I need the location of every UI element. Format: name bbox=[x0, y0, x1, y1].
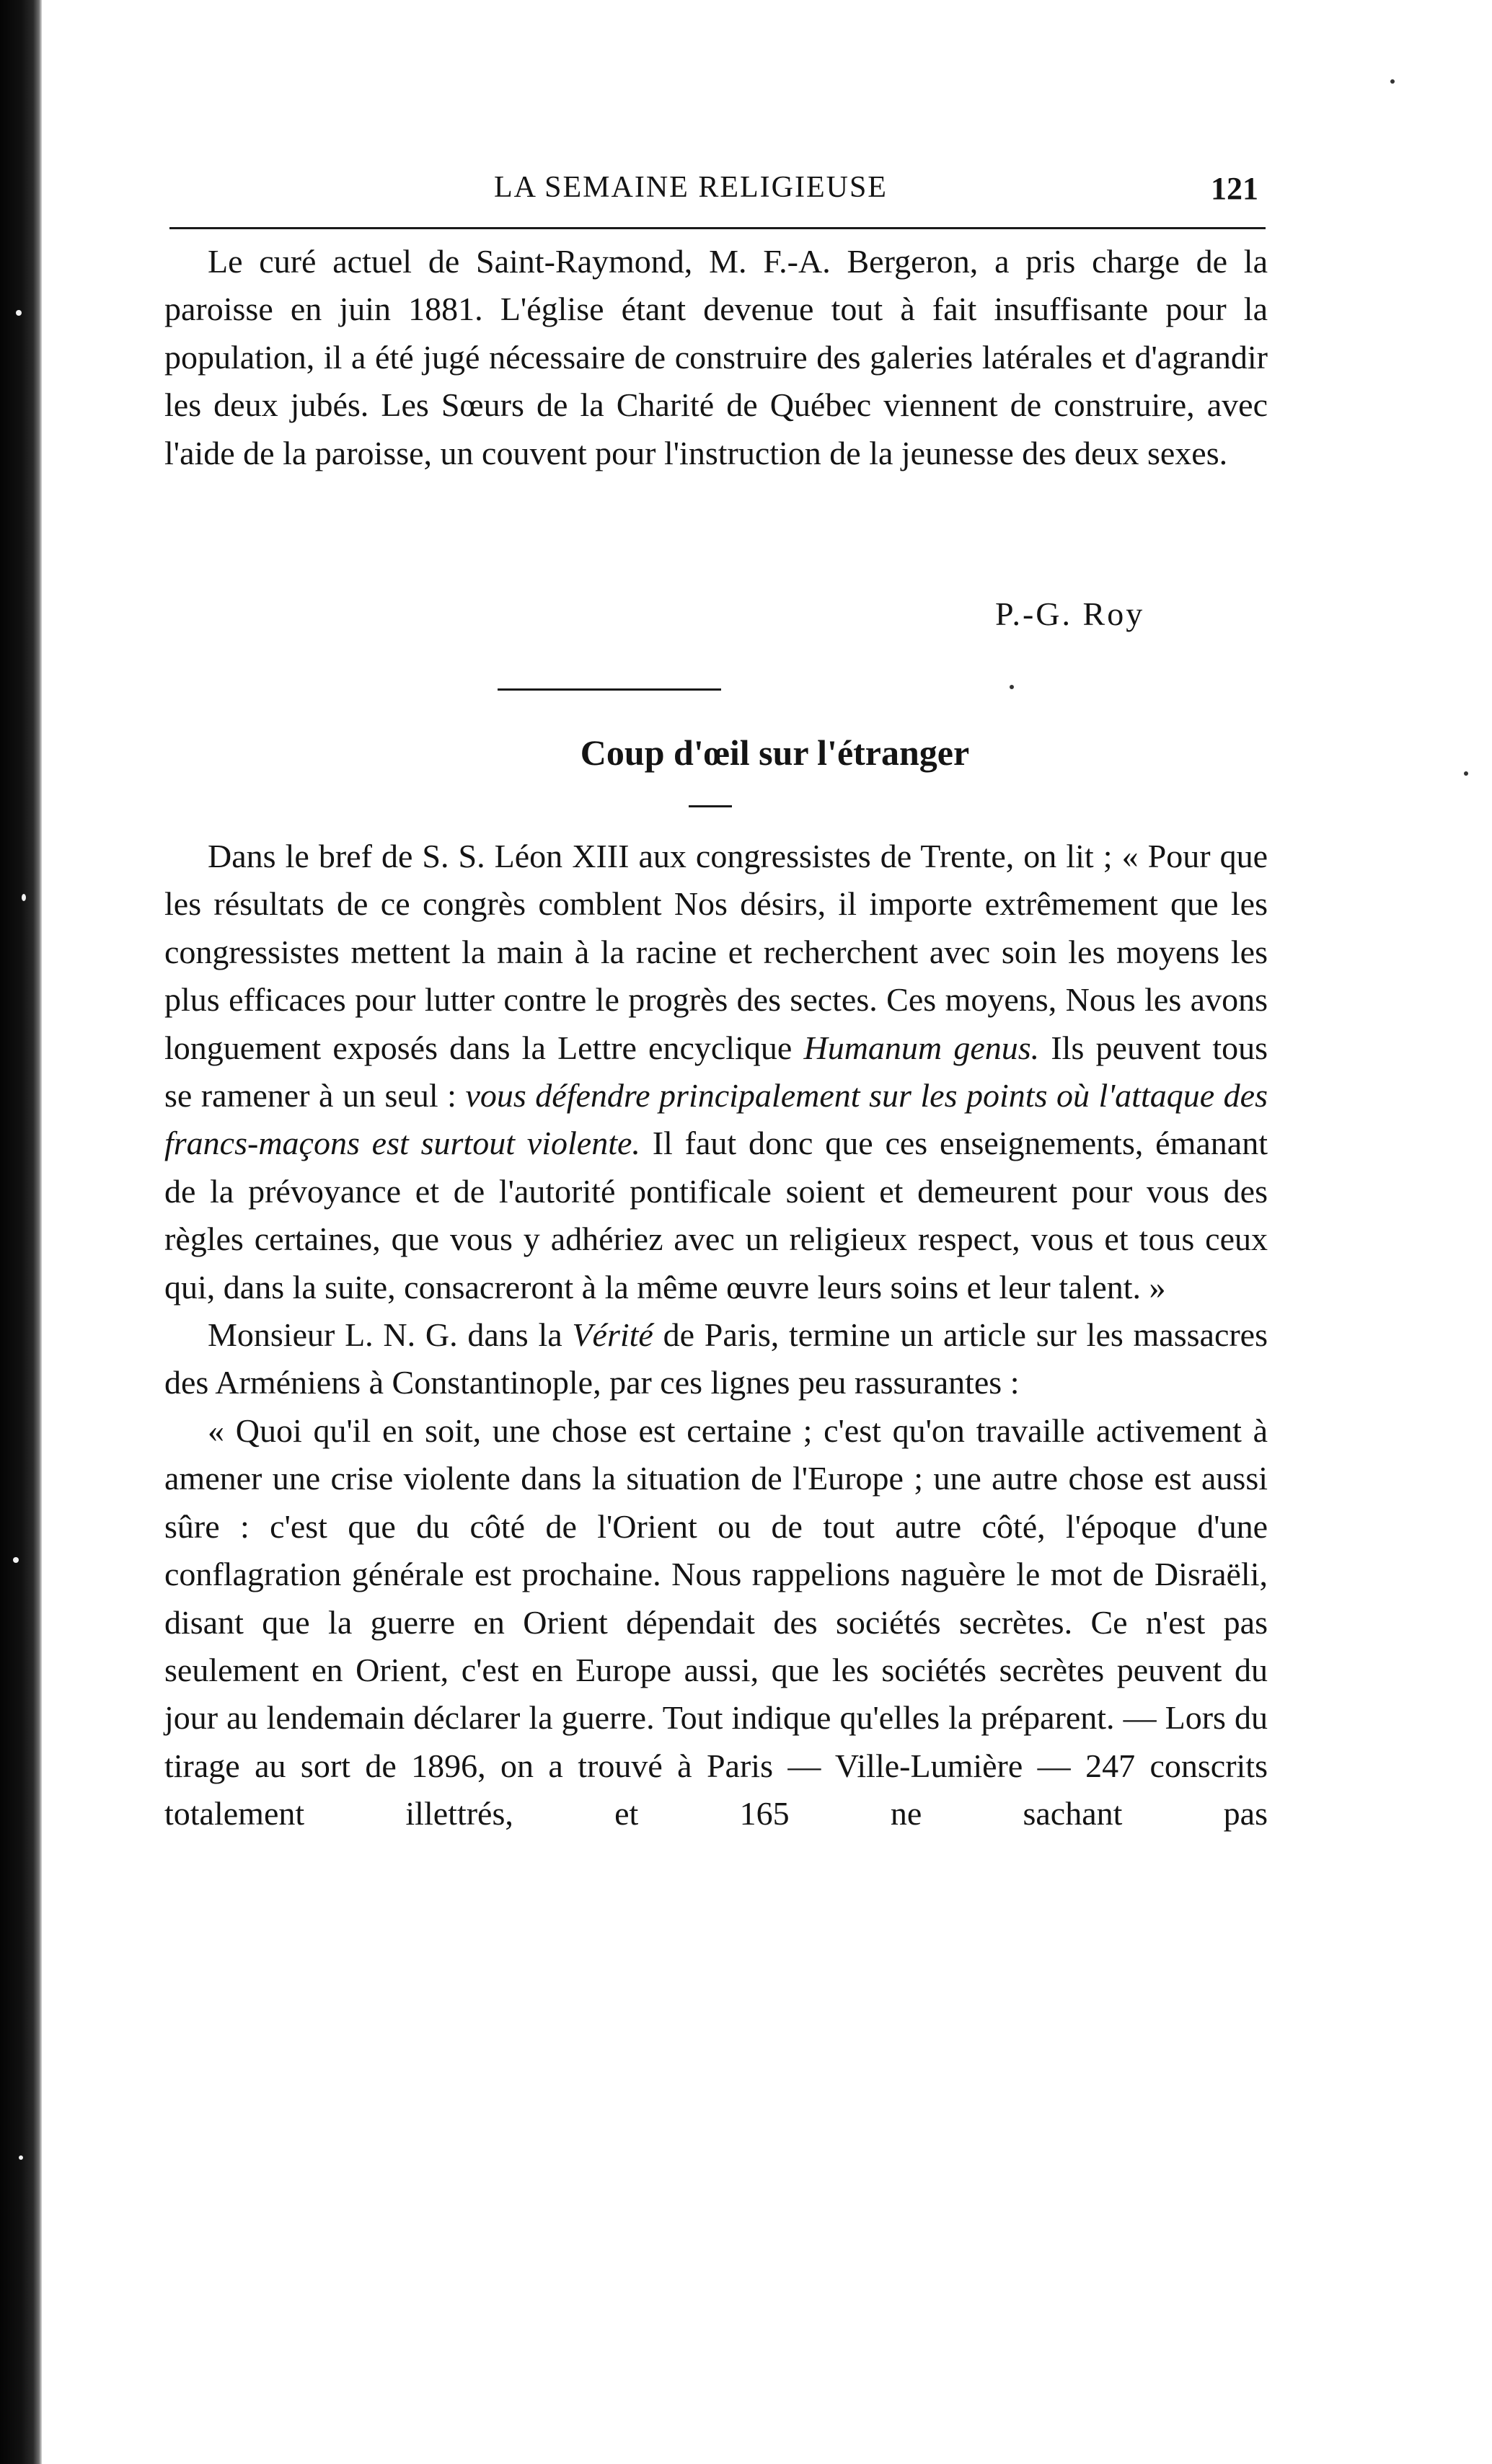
author-signature: P.-G. Roy bbox=[995, 595, 1145, 632]
article-body bbox=[164, 833, 1268, 1838]
paragraph-text: Ils peuvent tous se ramener à un seul : bbox=[164, 1029, 1268, 1114]
paragraph-text: de Paris, termine un article sur les massacres des Arméniens à Constantinople, par ces lignes peu rassurantes : bbox=[164, 1316, 1268, 1401]
section-divider-rule bbox=[498, 688, 721, 691]
top-paragraph-block bbox=[164, 238, 1268, 477]
page-speck bbox=[1010, 685, 1014, 689]
section-title: Coup d'œil sur l'étranger bbox=[580, 732, 970, 773]
spine-speck bbox=[13, 1557, 19, 1563]
paragraph-text: Il faut donc que ces enseignements, émanant de la prévoyance et de l'autorité pontificale soient et demeurent pour vous des règles certaines, que vous y adhériez avec un religieux respect, vous et tous ceux qui, dans la suite, consacreront à la même œuvre leurs soins et leur talent. » bbox=[164, 1125, 1268, 1306]
italic-title: Humanum genus. bbox=[803, 1029, 1040, 1066]
book-spine-shadow bbox=[0, 0, 42, 2464]
spine-speck bbox=[22, 894, 26, 901]
italic-quote: vous défendre principalement sur les points où l'attaque des francs-maçons est surtout violente. bbox=[164, 1077, 1268, 1162]
paragraph-quote: « Quoi qu'il en soit, une chose est certaine ; c'est qu'on travaille activement à amener une crise violente dans la situation de l'Europe ; une autre chose est aussi sûre : c'est que du côté de l'Orient ou de tout autre côté, l'époque d'une conflagration générale est prochaine. Nous rappelions naguère le mot de Disraëli, disant que la guerre en Orient dépendait des sociétés secrètes. Ce n'est pas seulement en Orient, c'est en Europe aussi, que les sociétés secrètes peuvent du jour au lendemain déclarer la guerre. Tout indique qu'elles la préparent. — Lors du tirage au sort de 1896, on a trouvé à Paris — Ville-Lumière — 247 conscrits totalement illettrés, et 165 ne sachant pas bbox=[164, 1412, 1268, 1833]
paragraph-verite bbox=[164, 1311, 1268, 1407]
header-rule bbox=[169, 227, 1266, 229]
top-paragraph: Le curé actuel de Saint-Raymond, M. F.-A. Bergeron, a pris charge de la paroisse en juin 1881. L'église étant devenue tout à fait insuffisante pour la population, il a été jugé nécessaire de construire des galeries latérales et d'agrandir les deux jubés. Les Sœurs de la Charité de Québec viennent de construire, avec l'aide de la paroisse, un couvent pour l'instruction de la jeunesse des deux sexes. bbox=[164, 243, 1268, 471]
spine-speck bbox=[16, 310, 22, 316]
italic-newspaper: Vérité bbox=[572, 1316, 653, 1354]
paragraph-leon-xiii bbox=[164, 833, 1268, 1311]
spine-speck bbox=[19, 2155, 23, 2160]
page-header bbox=[169, 170, 1266, 213]
page-speck bbox=[1464, 771, 1468, 776]
running-title: LA SEMAINE RELIGIEUSE bbox=[494, 171, 888, 204]
paragraph-text: Monsieur L. N. G. dans la bbox=[208, 1316, 573, 1354]
title-underline-rule bbox=[689, 805, 732, 807]
page-number: 121 bbox=[1211, 171, 1258, 206]
paragraph-text: Dans le bref de S. S. Léon XIII aux congressistes de Trente, on lit ; « Pour que les résultats de ce congrès comblent Nos désirs, il importe extrêmement que les congressistes mettent la main à la racine et recherchent avec soin les moyens les plus efficaces pour lutter contre le progrès des sectes. Ces moyens, Nous les avons longuement exposés dans la Lettre encyclique bbox=[164, 838, 1268, 1066]
page-speck bbox=[1390, 79, 1395, 84]
